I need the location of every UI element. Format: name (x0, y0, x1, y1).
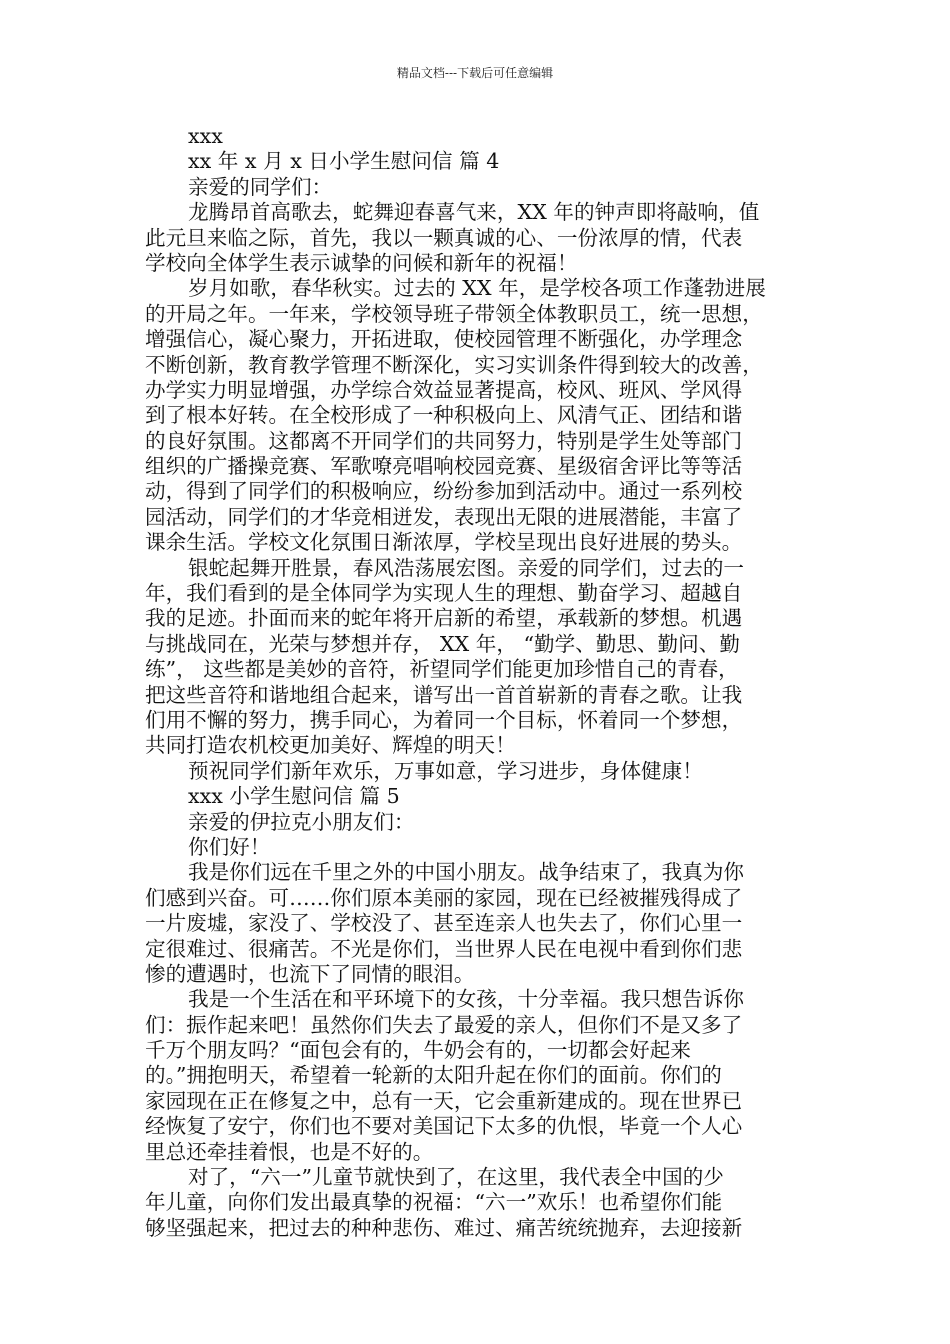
text-line: 我是你们远在千里之外的中国小朋友。战争结束了，我真为你 (188, 860, 745, 885)
text-line: 经恢复了安宁，你们也不要对美国记下太多的仇恨，毕竟一个人心 (145, 1114, 743, 1139)
text-line: 我的足迹。扑面而来的蛇年将开启新的希望，承载新的梦想。机遇 (145, 606, 743, 631)
text-line: 们用不懈的努力，携手同心，为着同一个目标，怀着同一个梦想， (145, 707, 743, 732)
text-line: 你们好！ (188, 834, 271, 859)
text-line: 增强信心，凝心聚力，开拓进取，使校园管理不断强化，办学理念 (145, 327, 743, 352)
text-line: 的。”拥抱明天，希望着一轮新的太阳升起在你们的面前。你们的 (145, 1063, 722, 1088)
text-line: 们感到兴奋。可……你们原本美丽的家园，现在已经被摧残得成了 (145, 885, 743, 910)
text-line: 组织的广播操竞赛、军歌嘹亮唱响校园竞赛、星级宿舍评比等等活 (145, 454, 743, 479)
text-line: 年儿童，向你们发出最真挚的祝福：“六一”欢乐！也希望你们能 (145, 1190, 723, 1215)
text-line: 的良好氛围。这都离不开同学们的共同努力，特别是学生处等部门 (145, 428, 743, 453)
text-line: 把这些音符和谐地组合起来，谱写出一首首崭新的青春之歌。让我 (145, 682, 743, 707)
page-header: 精品文档---下载后可任意编辑 (396, 66, 554, 80)
text-line: xxx (188, 124, 223, 148)
text-line: 千万个朋友吗？“面包会有的，牛奶会有的，一切都会好起来 (145, 1038, 691, 1063)
text-line: 我是一个生活在和平环境下的女孩，十分幸福。我只想告诉你 (188, 987, 745, 1012)
text-line: 定很难过、很痛苦。不光是你们，当世界人民在电视中看到你们悲 (145, 936, 743, 961)
text-line: 课余生活。学校文化氛围日渐浓厚，学校呈现出良好进展的势头。 (145, 530, 743, 555)
text-line: 里总还牵挂着恨，也是不好的。 (145, 1139, 434, 1164)
text-line: 家园现在正在修复之中，总有一天，它会重新建成的。现在世界已 (145, 1088, 743, 1113)
text-line: 岁月如歌，春华秋实。过去的 XX 年，是学校各项工作蓬勃进展 (188, 276, 766, 301)
text-line: 此元旦来临之际，首先，我以一颗真诚的心、一份浓厚的情，代表 (145, 225, 743, 250)
text-line: 共同打造农机校更加美好、辉煌的明天！ (145, 733, 516, 758)
text-line: 动，得到了同学们的积极响应，纷纷参加到活动中。通过一系列校 (145, 479, 743, 504)
text-line: 学校向全体学生表示诚挚的问候和新年的祝福！ (145, 250, 578, 275)
text-line: 对了，“六一”儿童节就快到了，在这里，我代表全中国的少 (188, 1165, 724, 1190)
text-line: xx 年 x 月 x 日小学生慰问信 篇 4 (188, 149, 500, 174)
text-line: 亲爱的伊拉克小朋友们： (188, 809, 415, 834)
text-line: 练”， 这些都是美妙的音符，祈望同学们能更加珍惜自己的青春， (145, 657, 739, 682)
text-line: 一片废墟，家没了、学校没了、甚至连亲人也失去了，你们心里一 (145, 911, 743, 936)
text-line: 惨的遭遇时，也流下了同情的眼泪。 (145, 961, 475, 986)
text-line: 够坚强起来，把过去的种种悲伤、难过、痛苦统统抛弃，去迎接新 (145, 1215, 743, 1240)
document-body (145, 124, 810, 1241)
text-line: 龙腾昂首高歌去，蛇舞迎春喜气来，XX 年的钟声即将敲响，值 (188, 200, 760, 225)
text-line: 们：振作起来吧！虽然你们失去了最爱的亲人，但你们不是又多了 (145, 1012, 743, 1037)
text-line: 亲爱的同学们： (188, 174, 333, 199)
text-line: 不断创新，教育教学管理不断深化，实习实训条件得到较大的改善， (145, 352, 763, 377)
text-line: 预祝同学们新年欢乐，万事如意，学习进步，身体健康！ (188, 758, 703, 783)
text-line: 与挑战同在，光荣与梦想并存， XX 年， “勤学、勤思、勤问、勤 (145, 631, 740, 656)
text-line: xxx 小学生慰问信 篇 5 (188, 784, 400, 809)
text-line: 到了根本好转。在全校形成了一种积极向上、风清气正、团结和谐 (145, 403, 743, 428)
text-line: 园活动，同学们的才华竞相迸发，表现出无限的进展潜能，丰富了 (145, 504, 743, 529)
text-line: 办学实力明显增强，办学综合效益显著提高，校风、班风、学风得 (145, 377, 743, 402)
text-line: 银蛇起舞开胜景，春风浩荡展宏图。亲爱的同学们，过去的一 (188, 555, 745, 580)
text-line: 年，我们看到的是全体同学为实现人生的理想、勤奋学习、超越自 (145, 581, 743, 606)
text-line: 的开局之年。一年来，学校领导班子带领全体教职员工，统一思想， (145, 301, 763, 326)
